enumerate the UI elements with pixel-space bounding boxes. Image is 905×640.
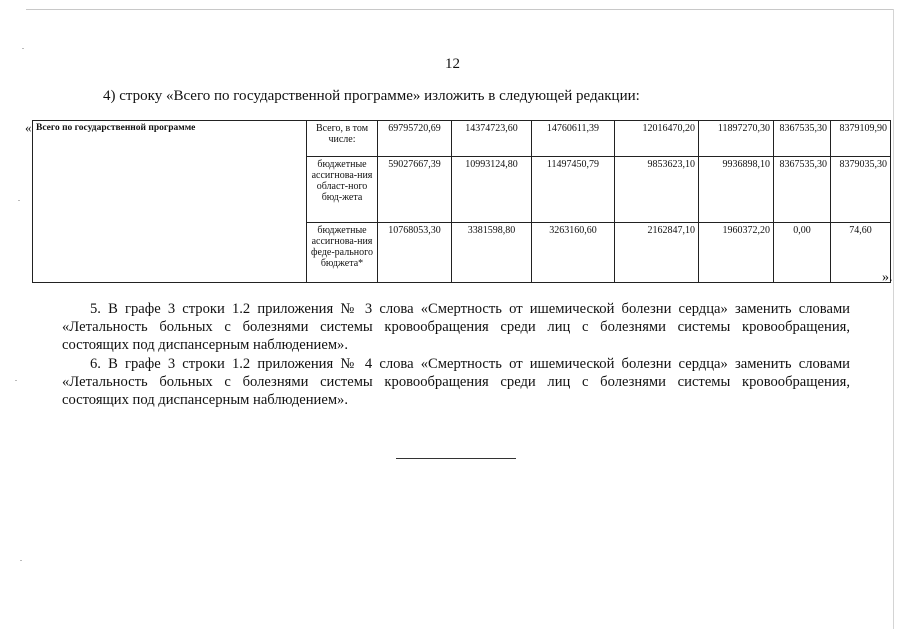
value-cell: 74,60 xyxy=(831,223,891,283)
paragraph-line: 6. В графе 3 строки 1.2 приложения № 4 слова «Смертность от ишемической болезни сердца» заменить словами xyxy=(90,356,850,372)
end-separator-line xyxy=(396,458,516,459)
value-cell: 8367535,30 xyxy=(774,121,831,157)
value-cell: 3381598,80 xyxy=(452,223,532,283)
closing-quote: ». xyxy=(882,270,893,285)
page-edge-right xyxy=(893,9,894,629)
value-cell: 14760611,39 xyxy=(532,121,615,157)
category-cell: бюджетные ассигнова-ния феде-рального бюджета* xyxy=(307,223,378,283)
value-cell: 2162847,10 xyxy=(615,223,699,283)
value-cell: 59027667,39 xyxy=(378,157,452,223)
value-cell: 12016470,20 xyxy=(615,121,699,157)
amendment-intro: 4) строку «Всего по государственной программе» изложить в следующей редакции: xyxy=(103,88,640,104)
value-cell: 1960372,20 xyxy=(699,223,774,283)
value-cell: 8379109,90 xyxy=(831,121,891,157)
value-cell: 0,00 xyxy=(774,223,831,283)
category-cell: Всего, в том числе: xyxy=(307,121,378,157)
page-number: 12 xyxy=(445,56,460,72)
table-row xyxy=(33,121,891,157)
value-cell: 10768053,30 xyxy=(378,223,452,283)
paragraph-5 xyxy=(62,300,850,354)
opening-quote: « xyxy=(25,120,32,135)
page-edge-top xyxy=(26,9,894,10)
value-cell: 9936898,10 xyxy=(699,157,774,223)
scan-speck xyxy=(20,560,22,561)
value-cell: 8367535,30 xyxy=(774,157,831,223)
value-cell: 69795720,69 xyxy=(378,121,452,157)
category-cell: бюджетные ассигнова-ния област-ного бюд-жета xyxy=(307,157,378,223)
value-cell: 11897270,30 xyxy=(699,121,774,157)
value-cell: 9853623,10 xyxy=(615,157,699,223)
paragraph-6 xyxy=(62,355,850,409)
scan-speck xyxy=(18,200,20,201)
scan-speck xyxy=(22,48,24,49)
paragraph-line: «Летальность больных с болезнями системы кровообращения среди лиц с болезнями системы кровообращения, xyxy=(62,374,850,390)
value-cell: 10993124,80 xyxy=(452,157,532,223)
scan-speck xyxy=(15,380,17,381)
paragraph-line: «Летальность больных с болезнями системы кровообращения среди лиц с болезнями системы кровообращения, xyxy=(62,319,850,335)
value-cell: 14374723,60 xyxy=(452,121,532,157)
program-name-cell: Всего по государственной программе xyxy=(33,121,307,283)
value-cell: 8379035,30 xyxy=(831,157,891,223)
value-cell: 3263160,60 xyxy=(532,223,615,283)
value-cell: 11497450,79 xyxy=(532,157,615,223)
paragraph-line: состоящих под диспансерным наблюдением». xyxy=(62,337,348,353)
paragraph-line: 5. В графе 3 строки 1.2 приложения № 3 слова «Смертность от ишемической болезни сердца» заменить словами xyxy=(90,301,850,317)
budget-table xyxy=(32,120,891,283)
paragraph-line: состоящих под диспансерным наблюдением». xyxy=(62,392,348,408)
